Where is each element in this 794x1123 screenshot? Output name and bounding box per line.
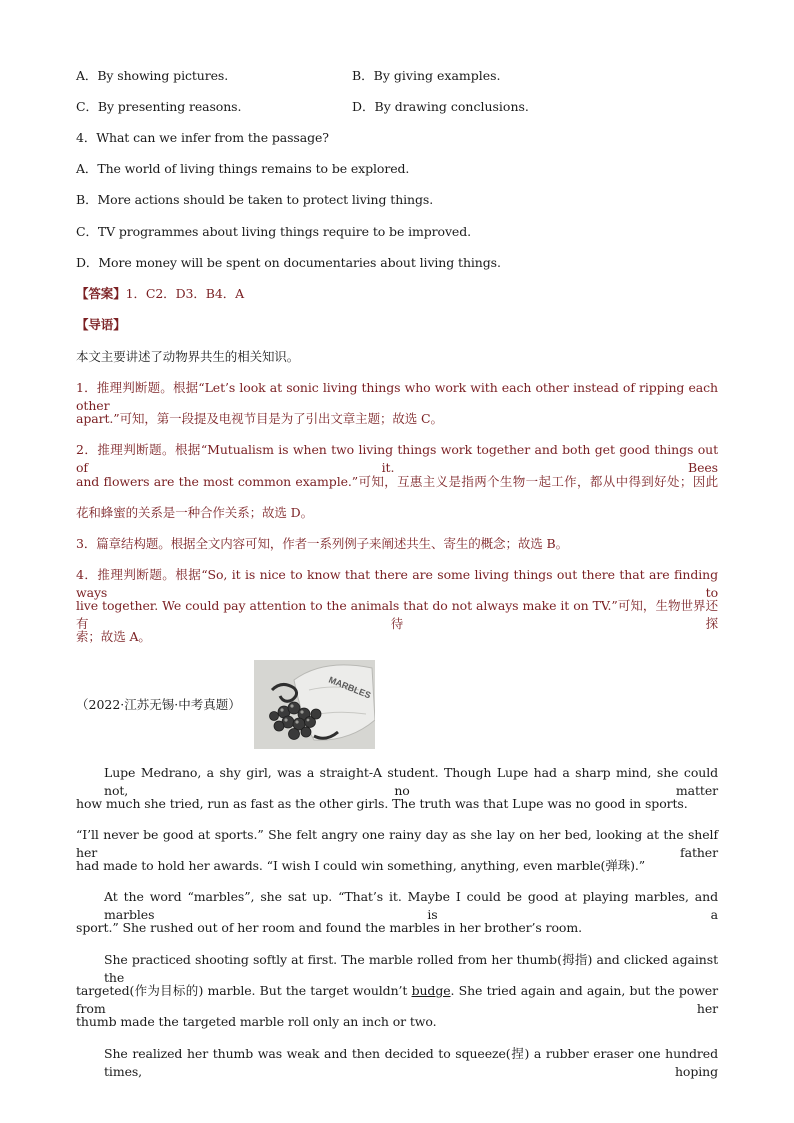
marbles-bag-illustration [254, 660, 375, 749]
passage-p4-line-3: thumb made the targeted marble roll only an inch or two. [76, 1014, 437, 1029]
explanation-1-line-1: 1．推理判断题。根据“Let’s look at sonic living things who work with each other instead of ripping each other [76, 380, 718, 413]
q3-option-c: C．By presenting reasons. [76, 99, 242, 114]
answer-line [76, 285, 718, 303]
q4-option-c: C．TV programmes about living things require to be improved. [76, 224, 471, 239]
q3-option-a: A．By showing pictures. [76, 68, 229, 83]
explanation-4-line-3: 索；故选 A。 [76, 629, 151, 644]
answer-label: 【答案】 [76, 286, 126, 301]
guide-summary: 本文主要讲述了动物界共生的相关知识。 [76, 349, 300, 364]
source-label: （2022·江苏无锡·中考真题） [76, 697, 241, 712]
q4-stem: 4．What can we infer from the passage? [76, 130, 329, 145]
passage-p1-line-1: Lupe Medrano, a shy girl, was a straight-A student. Though Lupe had a sharp mind, she could not, no matter [104, 765, 718, 798]
passage-p3-line-2: sport.” She rushed out of her room and found the marbles in her brother’s room. [76, 920, 582, 935]
explanation-4-line-2: live together. We could pay attention to the animals that do not always make it on TV.”可知，生物世界还有待探 [76, 598, 718, 631]
q4-option-b: B．More actions should be taken to protect living things. [76, 192, 434, 207]
passage-p1-line-2: how much she tried, run as fast as the other girls. The truth was that Lupe was no good in sports. [76, 796, 688, 811]
answer-text: 1．C2．D3．B4．A [125, 286, 245, 301]
passage-p2-line-2: had made to hold her awards. “I wish I could win something, anything, even marble(弹珠).” [76, 858, 646, 873]
guide-label: 【导语】 [76, 317, 126, 332]
q3-option-d: D．By drawing conclusions. [352, 99, 529, 114]
underlined-word-budge: budge [411, 983, 451, 998]
passage-p5-line-1: She realized her thumb was weak and then decided to squeeze(捏) a rubber eraser one hundred times, hoping [104, 1046, 718, 1079]
q4-option-a: A．The world of living things remains to be explored. [76, 161, 410, 176]
passage-p3-line-1: At the word “marbles”, she sat up. “That’s it. Maybe I could be good at playing marbles, and marbles is a [104, 889, 718, 922]
q4-option-d: D．More money will be spent on documentaries about living things. [76, 255, 501, 270]
explanation-4-line-1: 4．推理判断题。根据“So, it is nice to know that there are some living things out there that are finding ways to [76, 567, 718, 600]
passage-p4-line-2-start: targeted(作为目标的) marble. But the target wouldn’t [76, 983, 412, 998]
q3-option-b: B．By giving examples. [352, 68, 501, 83]
explanation-2-line-3: 花和蜂蜜的关系是一种合作关系；故选 D。 [76, 505, 313, 520]
passage-p4-line-2-end: . She tried again and again, but the power from her [76, 983, 718, 1016]
explanation-1-line-2: apart.”可知，第一段提及电视节目是为了引出文章主题；故选 C。 [76, 411, 443, 426]
explanation-2-line-2: and flowers are the most common example.”可知，互惠主义是指两个生物一起工作，都从中得到好处；因此 [76, 474, 718, 489]
explanation-2-line-1: 2．推理判断题。根据“Mutualism is when two living things work together and both get good things out of it. Bees [76, 442, 718, 475]
passage-p4-line-1: She practiced shooting softly at first. The marble rolled from her thumb(拇指) and clicked against the [104, 952, 718, 985]
marbles-bag-photo [254, 660, 375, 749]
bag-label: MARBLES [327, 674, 373, 701]
passage-p2-line-1: “I’ll never be good at sports.” She felt angry one rainy day as she lay on her bed, looking at the shelf her father [76, 827, 718, 860]
explanation-3-line-1: 3．篇章结构题。根据全文内容可知，作者一系列例子来阐述共生、寄生的概念；故选 B。 [76, 536, 569, 551]
